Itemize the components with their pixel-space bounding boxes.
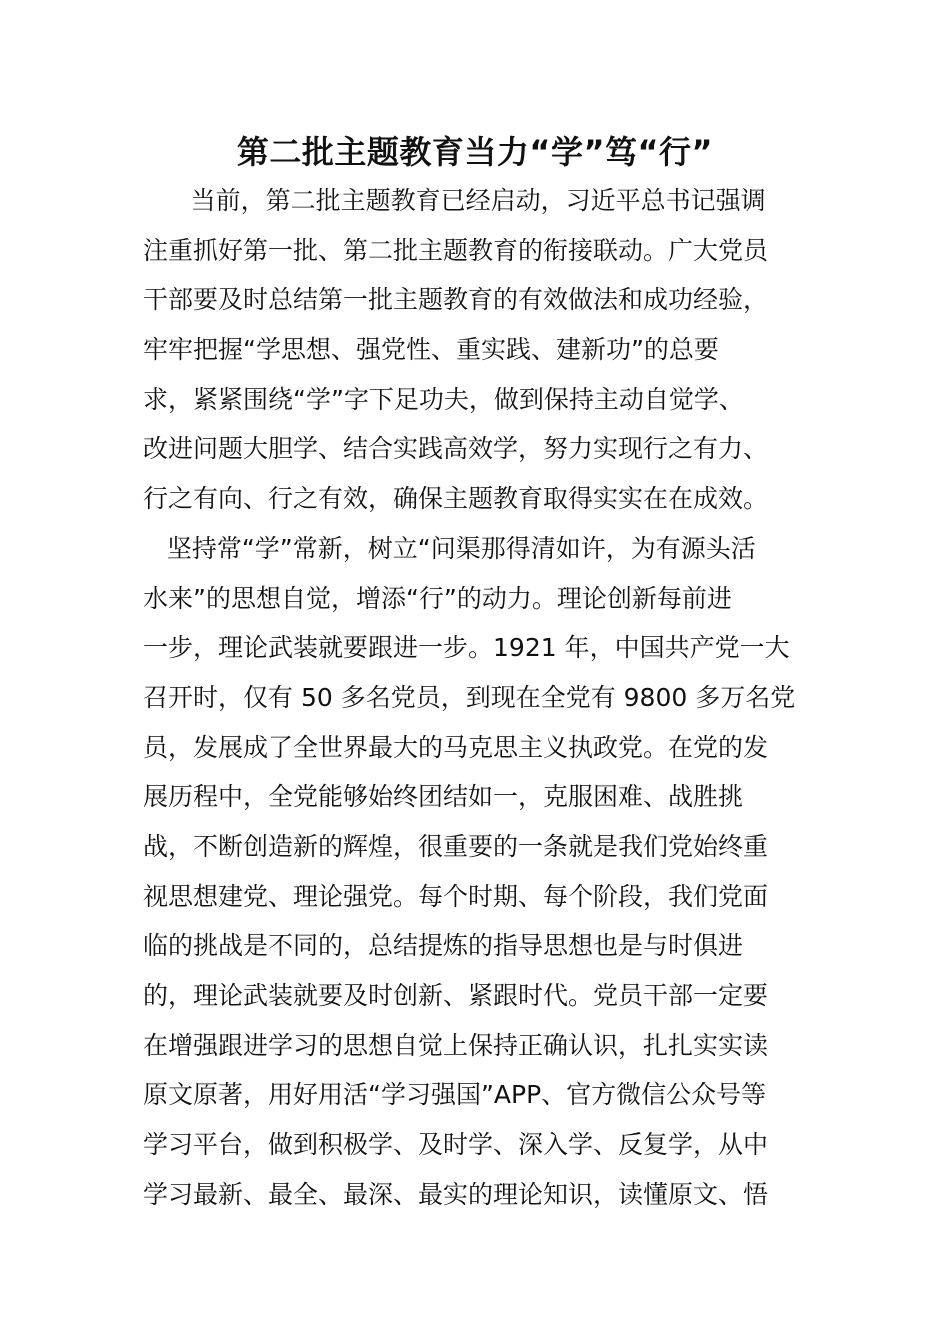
paragraph-line: 干部要及时总结第一批主题教育的有效做法和成功经验， <box>143 285 769 315</box>
document-body <box>143 176 823 1219</box>
paragraph-line: 水来”的思想自觉，增添“行”的动力。理论创新每前进 <box>143 583 732 613</box>
paragraph-line: 临的挑战是不同的，总结提炼的指导思想也是与时俱进 <box>143 931 744 961</box>
paragraph-line: 召开时，仅有 50 多名党员，到现在全党有 9800 多万名党 <box>143 682 796 712</box>
paragraph-line: 注重抓好第一批、第二批主题教育的衔接联动。广大党员 <box>143 235 769 265</box>
paragraph-line: 学习最新、最全、最深、最实的理论知识，读懂原文、悟 <box>143 1179 769 1209</box>
paragraph-line: 视思想建党、理论强党。每个时期、每个阶段，我们党面 <box>143 881 769 911</box>
paragraph-line: 的，理论武装就要及时创新、紧跟时代。党员干部一定要 <box>143 981 769 1010</box>
paragraph-line: 坚持常“学”常新，树立“问渠那得清如许，为有源头活 <box>143 533 756 563</box>
paragraph-line: 一步，理论武装就要跟进一步。1921 年，中国共产党一大 <box>143 633 790 663</box>
paragraph-line: 员，发展成了全世界最大的马克思主义执政党。在党的发 <box>143 732 769 762</box>
paragraph-line: 在增强跟进学习的思想自觉上保持正确认识，扎扎实实读 <box>143 1030 769 1060</box>
document-title: 第二批主题教育当力“学”笃“行” <box>236 133 714 171</box>
paragraph-line: 改进问题大胆学、结合实践高效学，努力实现行之有力、 <box>143 434 769 464</box>
paragraph-line: 牢牢把握“学思想、强党性、重实践、建新功”的总要 <box>143 335 719 365</box>
paragraph-line: 当前，第二批主题教育已经启动，习近平总书记强调 <box>143 186 766 215</box>
paragraph-line: 展历程中，全党能够始终团结如一，克服困难、战胜挑 <box>143 782 744 812</box>
paragraph-line: 学习平台，做到积极学、及时学、深入学、反复学，从中 <box>143 1130 769 1160</box>
paragraph-line: 行之有向、行之有效，确保主题教育取得实实在在成效。 <box>143 484 769 514</box>
paragraph-line: 战，不断创造新的辉煌，很重要的一条就是我们党始终重 <box>143 831 769 861</box>
paragraph-line: 求，紧紧围绕“学”字下足功夫，做到保持主动自觉学、 <box>143 384 744 414</box>
paragraph-line: 原文原著，用好用活“学习强国”APP、官方微信公众号等 <box>143 1080 767 1110</box>
